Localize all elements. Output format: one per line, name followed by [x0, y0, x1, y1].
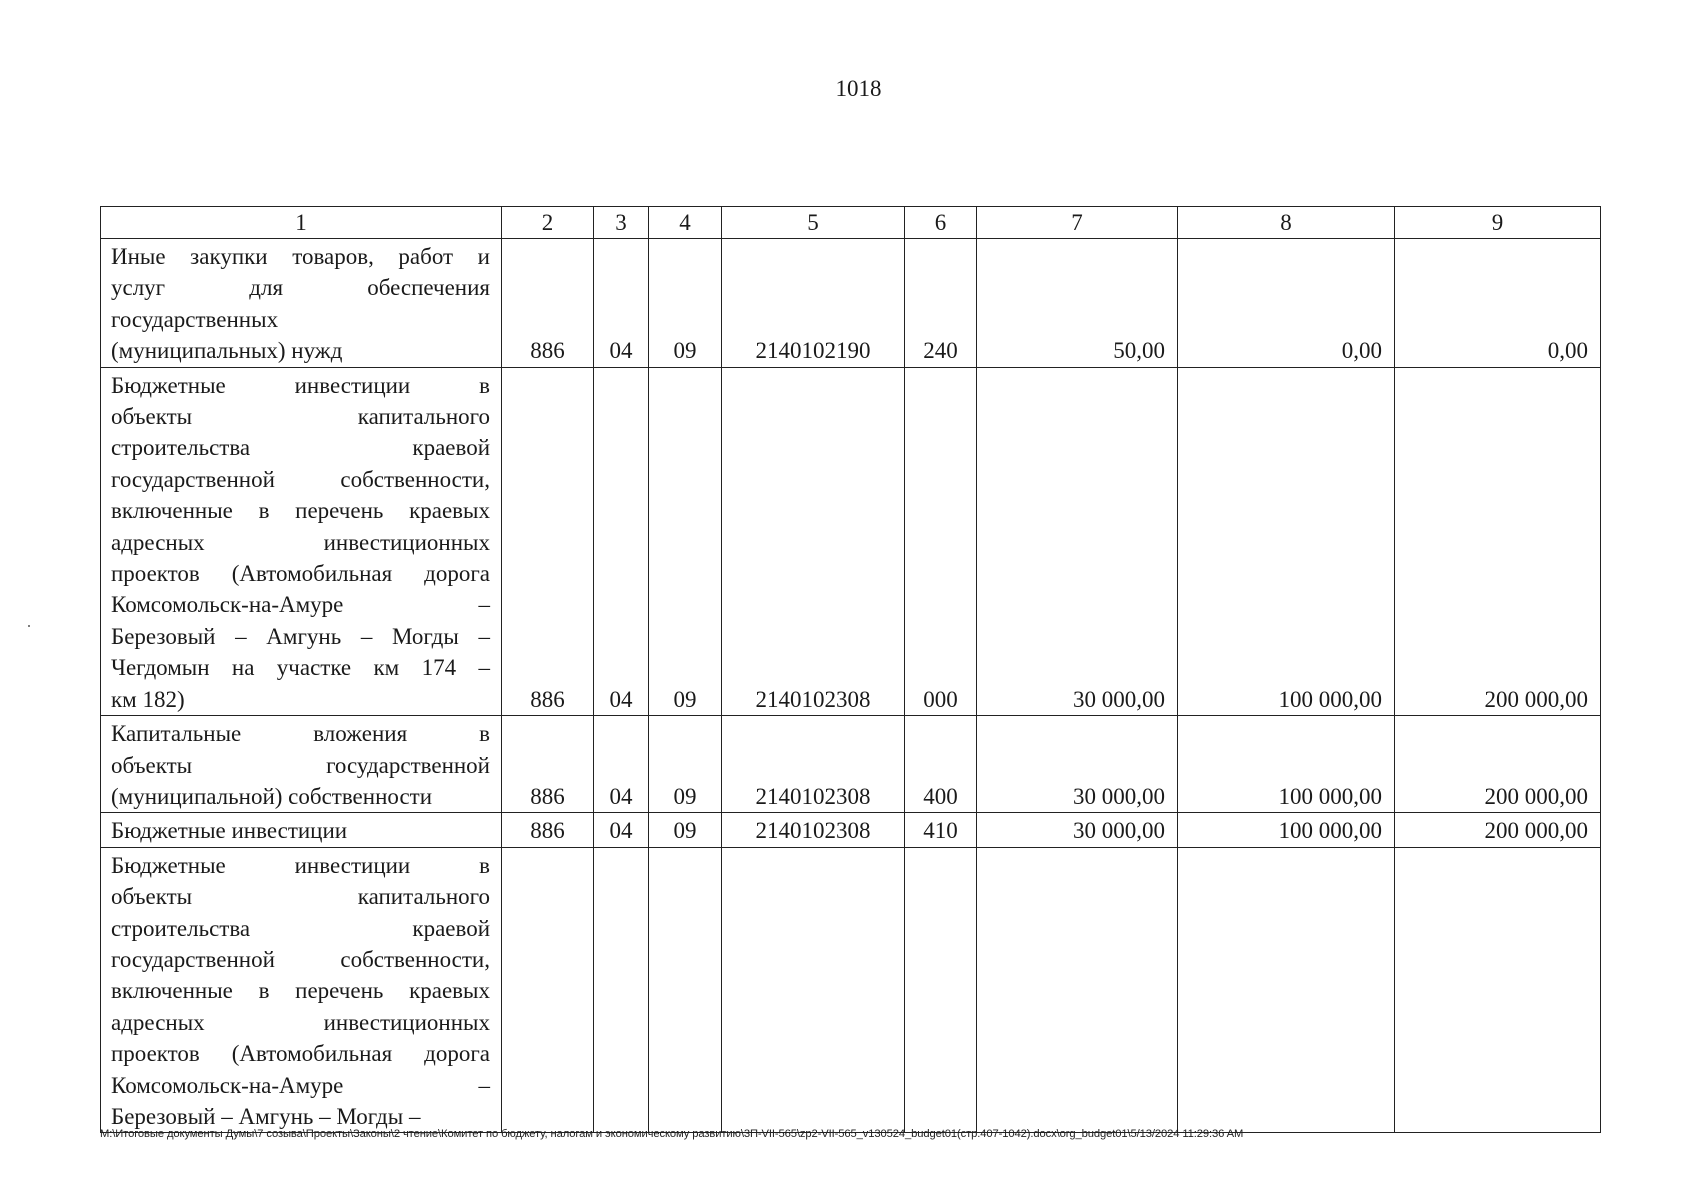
- column-header: 6: [905, 207, 977, 239]
- column-header: 5: [722, 207, 905, 239]
- amount-col8-cell: 100 000,00: [1178, 367, 1395, 715]
- description-line: Капитальные вложения в: [111, 721, 490, 747]
- amount-col8-cell: [1178, 847, 1395, 1133]
- page-number: 1018: [835, 76, 882, 101]
- column-header-row: [101, 207, 1601, 239]
- amount-col9-cell: [1395, 847, 1601, 1133]
- expense-type-cell: 410: [905, 813, 977, 847]
- amount-col9-cell: 200 000,00: [1395, 813, 1601, 847]
- column-header: 7: [977, 207, 1178, 239]
- description-line: Чегдомын на участке км 174 –: [111, 655, 490, 681]
- description-cell: [101, 847, 502, 1133]
- table-row: [101, 813, 1601, 847]
- table-row: [101, 239, 1601, 368]
- section-cell: 04: [594, 813, 649, 847]
- description-line: адресных инвестиционных: [111, 529, 490, 555]
- table-row: [101, 847, 1601, 1133]
- grbs-cell: [502, 847, 594, 1133]
- amount-col8-cell: 100 000,00: [1178, 716, 1395, 813]
- description-line: государственной собственности,: [111, 946, 490, 972]
- amount-col7-cell: 50,00: [977, 239, 1178, 368]
- table-row: [101, 367, 1601, 715]
- description-line: объекты государственной: [111, 752, 490, 778]
- description-line: (муниципальной) собственности: [111, 783, 433, 809]
- description-line: км 182): [111, 686, 185, 712]
- amount-col8-cell: 0,00: [1178, 239, 1395, 368]
- description-line: Комсомольск-на-Амуре –: [111, 1072, 490, 1098]
- grbs-cell: 886: [502, 367, 594, 715]
- amount-col7-cell: 30 000,00: [977, 813, 1178, 847]
- description-line: Комсомольск-на-Амуре –: [111, 592, 490, 618]
- column-header: 9: [1395, 207, 1601, 239]
- subsection-cell: 09: [649, 716, 722, 813]
- description-line: объекты капитального: [111, 404, 490, 430]
- table-row: [101, 716, 1601, 813]
- subsection-cell: 09: [649, 367, 722, 715]
- description-line: Березовый – Амгунь – Могды –: [111, 623, 490, 649]
- description-cell: [101, 716, 502, 813]
- amount-col8-cell: 100 000,00: [1178, 813, 1395, 847]
- column-header: 2: [502, 207, 594, 239]
- target-article-cell: 2140102190: [722, 239, 905, 368]
- description-line: проектов (Автомобильная дорога: [111, 1041, 490, 1067]
- description-line: проектов (Автомобильная дорога: [111, 561, 490, 587]
- description-line: Бюджетные инвестиции в: [111, 372, 490, 398]
- description-line: Бюджетные инвестиции в: [111, 852, 490, 878]
- section-cell: 04: [594, 367, 649, 715]
- section-cell: 04: [594, 239, 649, 368]
- description-line: государственных: [111, 306, 279, 332]
- scan-speck: [28, 625, 30, 627]
- description-line: включенные в перечень краевых: [111, 498, 490, 524]
- target-article-cell: 2140102308: [722, 716, 905, 813]
- description-line: Иные закупки товаров, работ и: [111, 244, 490, 269]
- amount-col9-cell: 200 000,00: [1395, 367, 1601, 715]
- grbs-cell: 886: [502, 813, 594, 847]
- description-line: объекты капитального: [111, 884, 490, 910]
- column-header: 4: [649, 207, 722, 239]
- description-line: услуг для обеспечения: [111, 275, 490, 301]
- description-cell: [101, 239, 502, 368]
- description-cell: [101, 367, 502, 715]
- amount-col7-cell: 30 000,00: [977, 716, 1178, 813]
- column-header: 8: [1178, 207, 1395, 239]
- section-cell: 04: [594, 716, 649, 813]
- expense-type-cell: [905, 847, 977, 1133]
- description-line: адресных инвестиционных: [111, 1009, 490, 1035]
- column-header: 1: [101, 207, 502, 239]
- description-cell: [101, 813, 502, 847]
- target-article-cell: 2140102308: [722, 367, 905, 715]
- amount-col7-cell: [977, 847, 1178, 1133]
- description-line: Бюджетные инвестиции: [111, 818, 348, 844]
- target-article-cell: 2140102308: [722, 813, 905, 847]
- subsection-cell: 09: [649, 239, 722, 368]
- expense-type-cell: 000: [905, 367, 977, 715]
- section-cell: [594, 847, 649, 1133]
- amount-col9-cell: 0,00: [1395, 239, 1601, 368]
- description-line: государственной собственности,: [111, 466, 490, 492]
- target-article-cell: [722, 847, 905, 1133]
- subsection-cell: [649, 847, 722, 1133]
- grbs-cell: 886: [502, 716, 594, 813]
- expense-type-cell: 240: [905, 239, 977, 368]
- footer-file-path: M:\Итоговые документы Думы\7 созыва\Проекты\Законы\2 чтение\Комитет по бюджету, налогам и экономическому развитию\3П-VII-565\zp2-VII-565_v130524_budget01(стр.407-1042).docx\org_budget01\5/13/2024 11:29:36 AM: [100, 1128, 1244, 1140]
- description-line: Березовый – Амгунь – Могды –: [111, 1103, 421, 1129]
- description-line: (муниципальных) нужд: [111, 338, 343, 364]
- subsection-cell: 09: [649, 813, 722, 847]
- description-line: строительства краевой: [111, 435, 490, 461]
- amount-col7-cell: 30 000,00: [977, 367, 1178, 715]
- description-line: строительства краевой: [111, 915, 490, 941]
- amount-col9-cell: 200 000,00: [1395, 716, 1601, 813]
- expense-type-cell: 400: [905, 716, 977, 813]
- column-header: 3: [594, 207, 649, 239]
- budget-table: [100, 206, 1601, 1133]
- grbs-cell: 886: [502, 239, 594, 368]
- description-line: включенные в перечень краевых: [111, 978, 490, 1004]
